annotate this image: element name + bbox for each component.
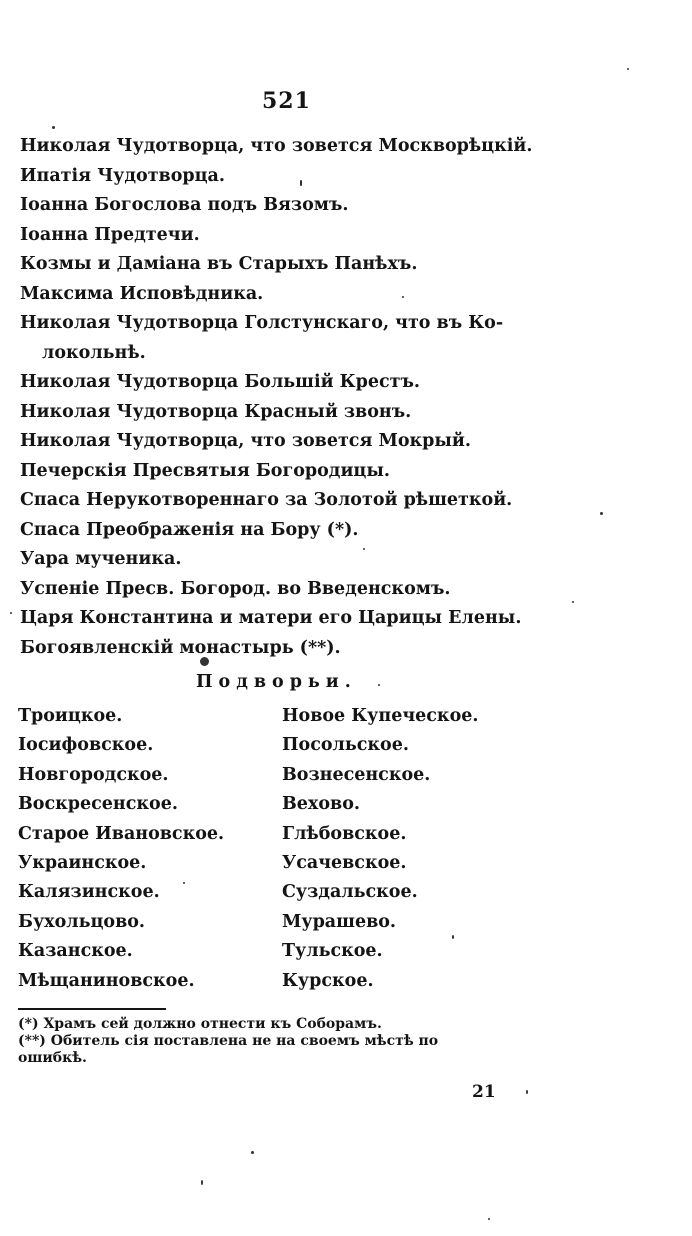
scan-speck	[627, 68, 629, 70]
podvorye-item: Вознесенское.	[282, 764, 431, 785]
scan-speck	[251, 1151, 254, 1154]
list-entry: Спаса Преображенія на Бору (*).	[20, 519, 359, 540]
page-number: 521	[262, 88, 311, 114]
podvorya-left-column	[18, 702, 224, 996]
list-entry: Николая Чудотворца Большій Крестъ.	[20, 372, 420, 392]
scan-speck	[300, 180, 302, 186]
list-entry: Богоявленскій монастырь (**).	[20, 637, 341, 658]
podvorye-item: Новое Купеческое.	[282, 706, 479, 726]
scan-speck	[52, 126, 55, 129]
scan-speck	[572, 601, 574, 603]
list-entry: Уара мученика.	[20, 549, 182, 569]
list-entry: Успеніе Пресв. Богород. во Введенскомъ.	[20, 578, 451, 599]
podvorye-item: Троицкое.	[18, 706, 123, 726]
podvorye-item: Курское.	[282, 970, 374, 991]
scan-speck	[10, 612, 12, 614]
podvorye-item: Вехово.	[282, 794, 360, 815]
podvorye-item: Воскресенское.	[18, 794, 178, 815]
footnote-continuation: ошибкѣ.	[18, 1050, 87, 1066]
podvorye-item: Глѣбовское.	[282, 823, 407, 844]
podvorye-item: Бухольцово.	[18, 911, 146, 932]
footnotes	[18, 1016, 558, 1067]
list-entry: Николая Чудотворца Голстунскаго, что въ Ко-	[20, 313, 504, 333]
list-entry: Николая Чудотворца, что зовется Мокрый.	[20, 431, 472, 451]
footnote-divider	[18, 1008, 166, 1010]
podvorye-item: Старое Ивановское.	[18, 823, 225, 844]
podvorye-item: Іосифовское.	[18, 735, 154, 756]
signature-mark: 21	[472, 1082, 496, 1102]
scan-speck	[600, 512, 603, 515]
scan-speck	[378, 684, 380, 686]
list-entry: Николая Чудотворца, что зовется Москворѣцкій.	[20, 136, 533, 156]
podvorye-item: Мѣщаниновское.	[18, 970, 195, 991]
list-entry: Спаса Нерукотвореннаго за Золотой рѣшеткой.	[20, 490, 513, 510]
list-entry: Ипатія Чудотворца.	[20, 165, 225, 186]
scan-speck	[402, 296, 404, 298]
scan-speck	[201, 1180, 203, 1185]
podvorye-item: Посольское.	[282, 735, 409, 756]
podvorye-item: Новгородское.	[18, 764, 169, 785]
scan-speck	[363, 548, 365, 550]
podvorye-item: Калязинское.	[18, 882, 160, 903]
list-entry: Царя Константина и матери его Царицы Елены.	[20, 608, 522, 628]
list-entry: Печерскія Пресвятыя Богородицы.	[20, 460, 390, 481]
scan-speck	[183, 882, 185, 884]
scan-speck	[452, 935, 454, 939]
podvorye-item: Украинское.	[18, 852, 147, 873]
podvorye-item: Усачевское.	[282, 852, 407, 873]
podvorye-item: Суздальское.	[282, 882, 418, 903]
podvorye-item: Тульское.	[282, 941, 383, 962]
list-entry: Максима Исповѣдника.	[20, 283, 264, 304]
podvorya-right-column	[282, 702, 478, 996]
scan-speck	[200, 657, 209, 666]
list-entry: Іоанна Предтечи.	[20, 224, 200, 245]
scan-speck	[526, 1090, 528, 1094]
podvorye-item: Мурашево.	[282, 911, 397, 932]
footnote: (**) Обитель сія поставлена не на своемъ мѣстѣ по	[18, 1033, 439, 1049]
podvorye-item: Казанское.	[18, 941, 133, 962]
list-entry: Николая Чудотворца Красный звонъ.	[20, 401, 412, 422]
scan-speck	[488, 1218, 490, 1220]
list-entry: Іоанна Богослова подъ Вязомъ.	[20, 195, 349, 215]
list-entry: Козмы и Даміана въ Старыхъ Панѣхъ.	[20, 254, 418, 274]
footnote: (*) Храмъ сей должно отнести къ Соборамъ.	[18, 1016, 382, 1032]
church-list	[20, 132, 580, 663]
list-entry-continuation: локольнѣ.	[42, 342, 146, 363]
section-heading: Подворьи.	[196, 672, 357, 692]
